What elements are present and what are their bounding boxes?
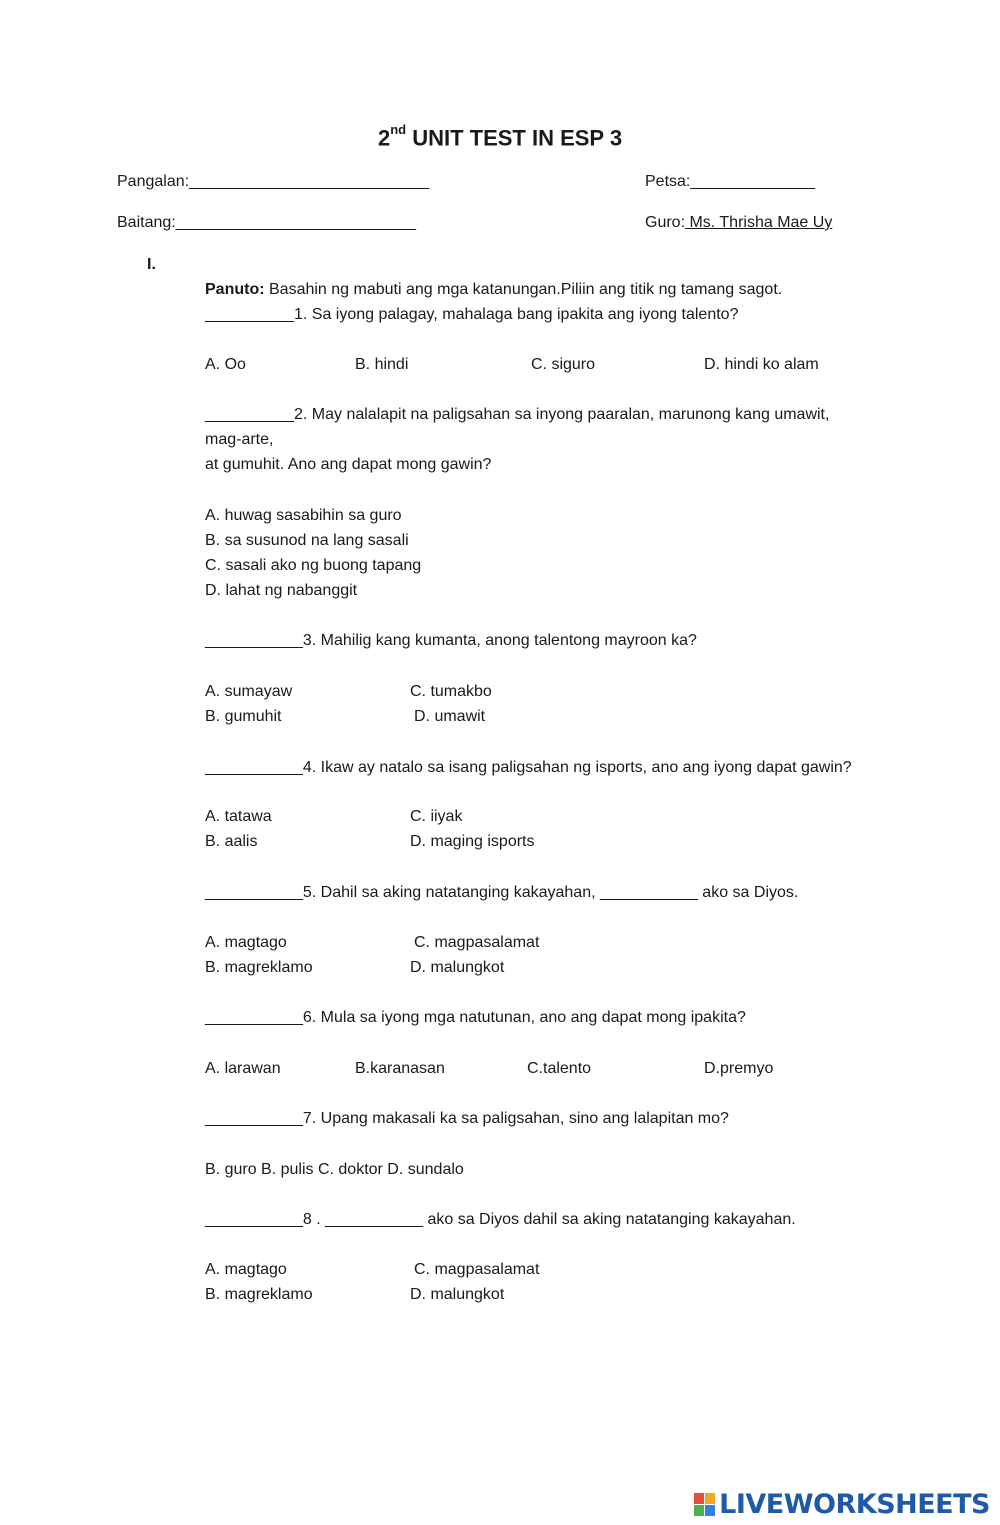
q6-choice-a[interactable]: A. larawan — [205, 1060, 281, 1077]
date-field[interactable]: Petsa:______________ — [645, 173, 815, 190]
liveworksheets-logo — [694, 1490, 990, 1520]
q4-choice-c[interactable]: C. iiyak — [410, 808, 463, 825]
q3-choice-d[interactable]: D. umawit — [414, 708, 486, 725]
q1-choice-a[interactable]: A. Oo — [205, 356, 246, 373]
q8-choice-d[interactable]: D. malungkot — [410, 1286, 505, 1303]
question-6[interactable]: ___________6. Mula sa iyong mga natutunan, ano ang dapat mong ipakita? — [205, 1009, 746, 1026]
title-number: 2 — [377, 125, 391, 151]
q5-choice-d[interactable]: D. malungkot — [410, 959, 505, 976]
q6-choice-c[interactable]: C.talento — [527, 1060, 592, 1077]
question-2-line-1[interactable]: __________2. May nalalapit na paligsahan sa inyong paaralan, marunong kang umawit, — [205, 406, 830, 423]
q1-choice-b[interactable]: B. hindi — [355, 356, 409, 373]
q4-choice-a[interactable]: A. tatawa — [205, 808, 272, 825]
teacher-name: Ms. Thrisha Mae Uy — [685, 214, 833, 231]
q5-choice-c[interactable]: C. magpasalamat — [414, 934, 540, 951]
title-superscript: nd — [390, 122, 407, 137]
page-title — [0, 118, 1000, 153]
name-field[interactable]: Pangalan:___________________________ — [117, 173, 430, 190]
teacher-field — [645, 213, 832, 233]
q2-choice-b[interactable]: B. sa susunod na lang sasali — [205, 532, 409, 549]
q7-choices[interactable]: B. guro B. pulis C. doktor D. sundalo — [205, 1161, 464, 1178]
q3-choice-a[interactable]: A. sumayaw — [205, 683, 293, 700]
question-2-line-2: mag-arte, — [205, 431, 274, 448]
instructions — [205, 280, 782, 300]
q3-choice-b[interactable]: B. gumuhit — [205, 708, 282, 725]
q6-choice-b[interactable]: B.karanasan — [355, 1060, 445, 1077]
question-5[interactable]: ___________5. Dahil sa aking natatanging kakayahan, ___________ ako sa Diyos. — [205, 884, 799, 901]
question-8[interactable]: ___________8 . ___________ ako sa Diyos dahil sa aking natatanging kakayahan. — [205, 1211, 796, 1228]
q4-choice-d[interactable]: D. maging isports — [410, 833, 535, 850]
q5-choice-b[interactable]: B. magreklamo — [205, 959, 313, 976]
grade-field[interactable]: Baitang:___________________________ — [117, 214, 416, 231]
q8-choice-a[interactable]: A. magtago — [205, 1261, 287, 1278]
instruction-label: Panuto: — [205, 281, 265, 298]
q1-choice-d[interactable]: D. hindi ko alam — [704, 356, 819, 373]
question-4[interactable]: ___________4. Ikaw ay natalo sa isang paligsahan ng isports, ano ang iyong dapat gawin? — [205, 759, 852, 776]
teacher-label: Guro: — [645, 214, 686, 231]
title-text: UNIT TEST IN ESP 3 — [406, 125, 623, 151]
question-1[interactable]: __________1. Sa iyong palagay, mahalaga bang ipakita ang iyong talento? — [205, 306, 739, 323]
instruction-text: Basahin ng mabuti ang mga katanungan.Piliin ang titik ng tamang sagot. — [264, 281, 783, 298]
q2-choice-c[interactable]: C. sasali ako ng buong tapang — [205, 557, 422, 574]
question-3[interactable]: ___________3. Mahilig kang kumanta, anong talentong mayroon ka? — [205, 632, 697, 649]
q2-choice-d[interactable]: D. lahat ng nabanggit — [205, 582, 358, 599]
logo-text: LIVEWORKSHEETS — [719, 1489, 990, 1520]
question-2-line-3: at gumuhit. Ano ang dapat mong gawin? — [205, 456, 492, 473]
q5-choice-a[interactable]: A. magtago — [205, 934, 287, 951]
q4-choice-b[interactable]: B. aalis — [205, 833, 258, 850]
q3-choice-c[interactable]: C. tumakbo — [410, 683, 492, 700]
q6-choice-d[interactable]: D.premyo — [704, 1060, 774, 1077]
q8-choice-c[interactable]: C. magpasalamat — [414, 1261, 540, 1278]
q2-choice-a[interactable]: A. huwag sasabihin sa guro — [205, 507, 402, 524]
question-7[interactable]: ___________7. Upang makasali ka sa paligsahan, sino ang lalapitan mo? — [205, 1110, 729, 1127]
liveworksheets-logo-icon — [694, 1493, 716, 1517]
section-number: I. — [147, 256, 156, 273]
q8-choice-b[interactable]: B. magreklamo — [205, 1286, 313, 1303]
q1-choice-c[interactable]: C. siguro — [531, 356, 596, 373]
